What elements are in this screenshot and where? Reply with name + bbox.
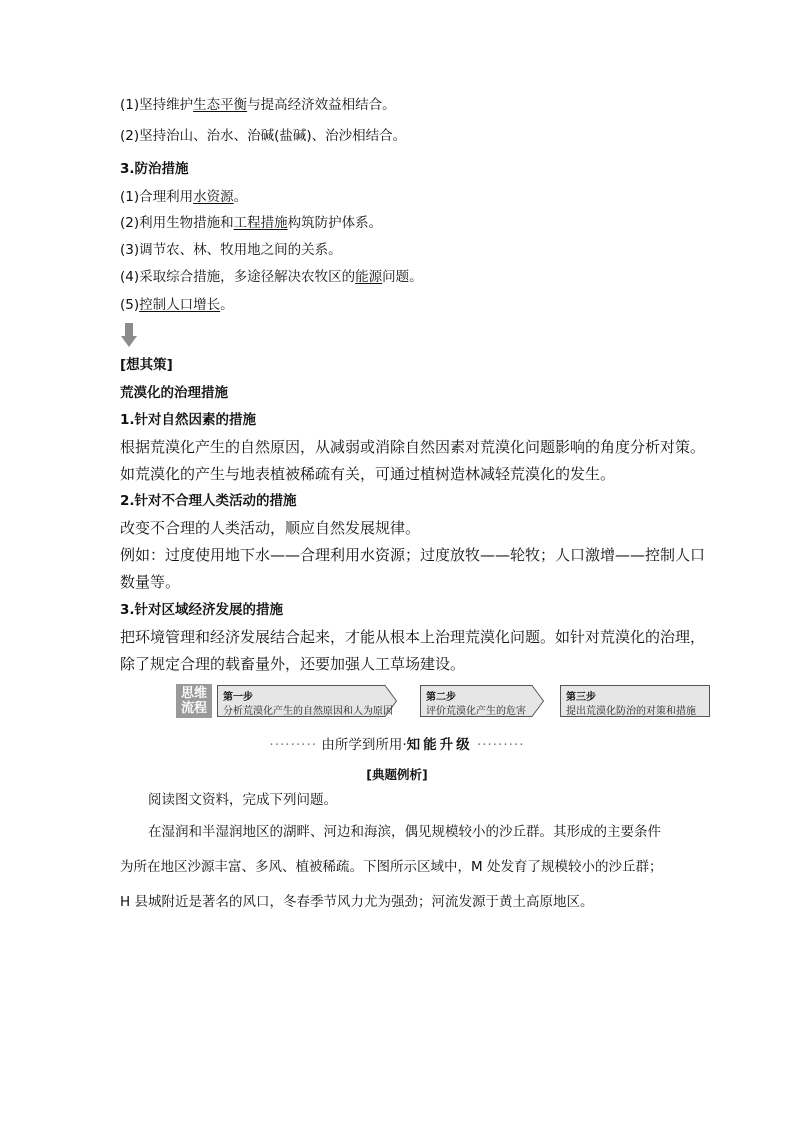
underlined-term: 生态平衡 [193, 97, 248, 113]
policy-text-2b: 例如：过度使用地下水——合理利用水资源；过度放牧——轮牧；人口激增——控制人口 [120, 546, 706, 564]
flow-badge [176, 684, 212, 718]
underlined-term: 工程措施 [233, 215, 288, 231]
text: (1)合理利用 [120, 189, 194, 205]
banner-text: 由所学到所用· [321, 737, 407, 753]
badge-text-bottom: 流程 [180, 701, 207, 716]
text: (1)坚持维护 [120, 97, 194, 113]
thinking-flow [176, 684, 710, 718]
text: 。 [220, 297, 234, 313]
step-title: 第一步 [223, 692, 253, 703]
principle-item-1 [120, 96, 396, 114]
example-intro: 阅读图文资料，完成下列问题。 [148, 792, 337, 808]
down-arrow-icon [121, 323, 137, 347]
underlined-term: 能源 [355, 269, 383, 285]
measures-heading: 3.防治措施 [120, 161, 189, 177]
policy-heading-1: 1.针对自然因素的措施 [120, 412, 257, 428]
banner-dots-right: ········· [476, 737, 525, 753]
policy-text-3a: 把环境管理和经济发展结合起来，才能从根本上治理荒漠化问题。如针对荒漠化的治理， [120, 628, 706, 646]
example-paragraph-1: 在湿润和半湿润地区的湖畔、河边和海滨，偶见规模较小的沙丘群。其形成的主要条件 [148, 824, 661, 840]
measure-item-2 [120, 214, 382, 232]
text: (2)利用生物措施和 [120, 215, 234, 231]
step-title: 第三步 [566, 692, 596, 703]
step-text: 分析荒漠化产生的自然原因和人为原因 [223, 706, 393, 717]
policy-text-1b: 如荒漠化的产生与地表植被稀疏有关，可通过植树造林减轻荒漠化的发生。 [120, 465, 616, 483]
step-title: 第二步 [426, 692, 456, 703]
policy-text-2c: 数量等。 [120, 573, 181, 591]
text: 与提高经济效益相结合。 [247, 97, 396, 113]
underlined-term: 水资源 [193, 189, 234, 205]
policy-text-3b: 除了规定合理的载畜量外，还要加强人工草场建设。 [120, 655, 466, 673]
policy-heading-3: 3.针对区域经济发展的措施 [120, 602, 284, 618]
banner-dots-left: ········· [269, 737, 318, 753]
policy-heading-2: 2.针对不合理人类活动的措施 [120, 493, 297, 509]
text: (4)采取综合措施，多途径解决农牧区的 [120, 269, 356, 285]
measure-item-1 [120, 188, 247, 206]
example-paragraph-3: H 县城附近是著名的风口，冬春季节风力尤为强劲；河流发源于黄土高原地区。 [120, 894, 594, 910]
measure-item-3: (3)调节农、林、牧用地之间的关系。 [120, 242, 342, 258]
flow-step-2 [420, 685, 544, 717]
policy-tag: [想其策] [120, 357, 173, 373]
example-paragraph-2: 为所在地区沙源丰富、多风、植被稀疏。下图所示区域中，M 处发育了规模较小的沙丘群； [120, 859, 663, 875]
text: 问题。 [382, 269, 423, 285]
flow-step-3 [560, 685, 710, 717]
example-tag: [典题例析] [366, 767, 428, 782]
principle-item-2: (2)坚持治山、治水、治碱(盐碱)、治沙相结合。 [120, 128, 407, 144]
badge-text-top: 思维 [180, 686, 207, 701]
text: 构筑防护体系。 [287, 215, 383, 231]
banner-bold-text: 知能升级 [406, 737, 473, 753]
section-banner [0, 733, 794, 753]
flow-step-1 [217, 685, 397, 717]
step-text: 提出荒漠化防治的对策和措施 [566, 706, 696, 717]
policy-text-2a: 改变不合理的人类活动，顺应自然发展规律。 [120, 519, 421, 537]
underlined-term: 控制人口增长 [139, 297, 221, 313]
step-text: 评价荒漠化产生的危害 [426, 706, 526, 717]
text: (5) [120, 297, 140, 313]
policy-title: 荒漠化的治理措施 [120, 385, 228, 401]
text: 。 [233, 189, 248, 205]
measure-item-5 [120, 296, 234, 314]
measure-item-4 [120, 268, 423, 286]
policy-text-1a: 根据荒漠化产生的自然原因，从减弱或消除自然因素对荒漠化问题影响的角度分析对策。 [120, 438, 706, 456]
